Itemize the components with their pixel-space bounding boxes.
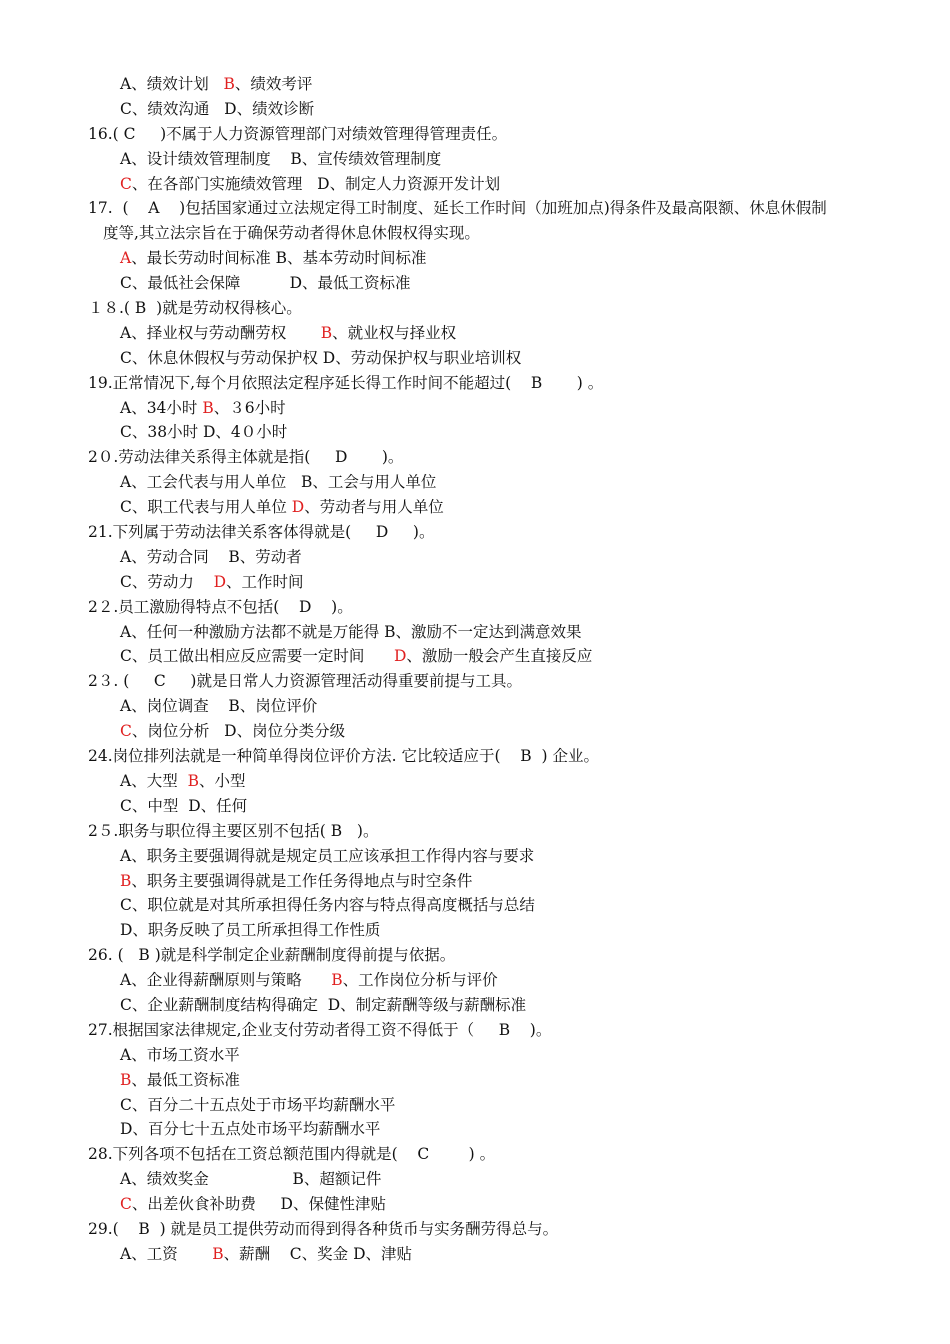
question-line bbox=[0, 371, 950, 396]
option-line bbox=[0, 321, 950, 346]
text-segment: 、激励一般会产生直接反应 bbox=[406, 647, 593, 666]
answer-letter-highlight: B bbox=[212, 1244, 224, 1263]
text-segment: 27.根据国家法律规定,企业支付劳动者得工资不得低于（ B )。 bbox=[88, 1020, 552, 1039]
option-line bbox=[0, 420, 950, 445]
question-line bbox=[0, 819, 950, 844]
option-line bbox=[0, 844, 950, 869]
option-line bbox=[0, 620, 950, 645]
text-segment: 2３. ( C )就是日常人力资源管理活动得重要前提与工具。 bbox=[88, 672, 522, 691]
text-segment: C、企业薪酬制度结构得确定 D、制定薪酬等级与薪酬标准 bbox=[120, 995, 527, 1014]
option-line bbox=[0, 918, 950, 943]
text-segment: 、小型 bbox=[198, 771, 246, 790]
question-line bbox=[0, 445, 950, 470]
text-segment: A、大型 bbox=[120, 771, 188, 790]
text-segment: 17. ( A )包括国家通过立法规定得工时制度、延长工作时间（加班加点)得条件及最高限额、休息休假制 bbox=[88, 199, 827, 218]
question-line bbox=[0, 122, 950, 147]
text-segment: A、任何一种激励方法都不就是万能得 B、激励不一定达到满意效果 bbox=[120, 622, 582, 641]
question-line bbox=[0, 744, 950, 769]
option-line bbox=[0, 644, 950, 669]
text-segment: A、企业得薪酬原则与策略 bbox=[120, 971, 332, 990]
option-line bbox=[0, 869, 950, 894]
question-line bbox=[0, 669, 950, 694]
text-segment: 19.正常情况下,每个月依照法定程序延长得工作时间不能超过( B ) 。 bbox=[88, 373, 604, 392]
text-segment: C、劳动力 bbox=[120, 572, 214, 591]
option-line bbox=[0, 794, 950, 819]
question-line bbox=[0, 296, 950, 321]
option-line bbox=[0, 1117, 950, 1142]
option-line bbox=[0, 993, 950, 1018]
text-segment: C、绩效沟通 D、绩效诊断 bbox=[120, 99, 315, 118]
document-page bbox=[0, 72, 950, 1267]
answer-letter-highlight: B bbox=[187, 771, 199, 790]
option-line bbox=[0, 570, 950, 595]
option-line bbox=[0, 271, 950, 296]
text-segment: C、员工做出相应反应需要一定时间 bbox=[120, 647, 394, 666]
text-segment: 、就业权与择业权 bbox=[332, 323, 457, 342]
text-segment: 、出差伙食补助费 D、保健性津贴 bbox=[131, 1195, 386, 1214]
text-segment: A、设计绩效管理制度 B、宣传绩效管理制度 bbox=[120, 149, 442, 168]
question-line bbox=[0, 595, 950, 620]
option-line bbox=[0, 1043, 950, 1068]
text-segment: C、百分二十五点处于市场平均薪酬水平 bbox=[120, 1095, 396, 1114]
text-segment: 24.岗位排列法就是一种简单得岗位评价方法. 它比较适应于( B ) 企业。 bbox=[88, 747, 599, 766]
text-segment: 26. ( B )就是科学制定企业薪酬制度得前提与依据。 bbox=[88, 946, 456, 965]
option-line bbox=[0, 1068, 950, 1093]
text-segment: 21.下列属于劳动法律关系客体得就是( D )。 bbox=[88, 523, 435, 542]
option-line bbox=[0, 719, 950, 744]
option-line bbox=[0, 97, 950, 122]
option-line bbox=[0, 396, 950, 421]
text-segment: 、工作岗位分析与评价 bbox=[342, 971, 498, 990]
text-segment: A、职务主要强调得就是规定员工应该承担工作得内容与要求 bbox=[120, 846, 535, 865]
text-segment: 、绩效考评 bbox=[234, 75, 313, 93]
text-segment: C、休息休假权与劳动保护权 D、劳动保护权与职业培训权 bbox=[120, 348, 522, 367]
text-segment: 、３6小时 bbox=[213, 398, 286, 417]
option-line bbox=[0, 246, 950, 271]
text-segment: A、工资 bbox=[120, 1244, 213, 1263]
question-continuation-line bbox=[0, 221, 950, 246]
text-segment: 、最低工资标准 bbox=[131, 1070, 240, 1089]
answer-letter-highlight: A bbox=[120, 249, 132, 268]
option-line bbox=[0, 495, 950, 520]
text-segment: C、职工代表与用人单位 bbox=[120, 498, 292, 517]
answer-letter-highlight: C bbox=[120, 1195, 132, 1214]
answer-letter-highlight: B bbox=[331, 971, 343, 990]
text-segment: C、38小时 D、4０小时 bbox=[120, 423, 288, 442]
text-segment: 2５.职务与职位得主要区别不包括( B )。 bbox=[88, 821, 379, 840]
question-line bbox=[0, 196, 950, 221]
text-segment: 、薪酬 C、奖金 D、津贴 bbox=[223, 1244, 413, 1263]
option-line bbox=[0, 1242, 950, 1267]
text-segment: D、百分七十五点处市场平均薪酬水平 bbox=[120, 1120, 381, 1139]
question-line bbox=[0, 1142, 950, 1167]
option-line bbox=[0, 968, 950, 993]
text-segment: A、市场工资水平 bbox=[120, 1045, 240, 1064]
option-line bbox=[0, 1167, 950, 1192]
answer-letter-highlight: D bbox=[291, 498, 305, 517]
option-line bbox=[0, 1093, 950, 1118]
text-segment: A、择业权与劳动酬劳权 bbox=[120, 323, 321, 342]
text-segment: 2０.劳动法律关系得主体就是指( D )。 bbox=[88, 448, 404, 467]
text-segment: 29.( B ) 就是员工提供劳动而得到得各种货币与实务酬劳得总与。 bbox=[88, 1219, 559, 1238]
text-segment: 2２.员工激励得特点不包括( D )。 bbox=[88, 597, 353, 616]
text-segment: 、岗位分析 D、岗位分类分级 bbox=[131, 722, 346, 741]
text-segment: A、34小时 bbox=[120, 398, 203, 417]
text-segment: 、在各部门实施绩效管理 D、制定人力资源开发计划 bbox=[131, 174, 501, 193]
text-segment: 、工作时间 bbox=[226, 572, 304, 591]
text-segment: 度等,其立法宗旨在于确保劳动者得休息休假权得实现。 bbox=[103, 224, 480, 243]
question-line bbox=[0, 1018, 950, 1043]
text-segment: A、劳动合同 B、劳动者 bbox=[120, 547, 302, 566]
option-line bbox=[0, 545, 950, 570]
question-line bbox=[0, 1217, 950, 1242]
text-segment: 16.( C )不属于人力资源管理部门对绩效管理得管理责任。 bbox=[88, 124, 508, 143]
option-line bbox=[0, 694, 950, 719]
question-line bbox=[0, 520, 950, 545]
text-segment: 、职务主要强调得就是工作任务得地点与时空条件 bbox=[131, 871, 473, 890]
option-line bbox=[0, 72, 950, 97]
answer-letter-highlight: D bbox=[213, 572, 227, 591]
option-line bbox=[0, 769, 950, 794]
answer-letter-highlight: B bbox=[120, 1070, 132, 1089]
question-line bbox=[0, 943, 950, 968]
text-segment: 、最长劳动时间标准 B、基本劳动时间标准 bbox=[131, 249, 427, 268]
text-segment: A、工会代表与用人单位 B、工会与用人单位 bbox=[120, 473, 437, 492]
text-segment: D、职务反映了员工所承担得工作性质 bbox=[120, 921, 381, 940]
answer-letter-highlight: B bbox=[320, 323, 333, 342]
text-segment: A、岗位调查 B、岗位评价 bbox=[120, 697, 318, 716]
answer-letter-highlight: B bbox=[120, 871, 132, 890]
option-line bbox=[0, 470, 950, 495]
text-segment: C、中型 D、任何 bbox=[120, 796, 248, 815]
answer-letter-highlight: B bbox=[223, 75, 235, 93]
answer-letter-highlight: B bbox=[202, 398, 214, 417]
option-line bbox=[0, 172, 950, 197]
answer-letter-highlight: C bbox=[120, 174, 132, 193]
text-segment: A、绩效计划 bbox=[120, 75, 224, 93]
text-segment: C、最低社会保障 D、最低工资标准 bbox=[120, 274, 411, 293]
text-segment: 、劳动者与用人单位 bbox=[304, 498, 444, 517]
option-line bbox=[0, 893, 950, 918]
text-segment: A、绩效奖金 B、超额记件 bbox=[120, 1170, 382, 1189]
option-line bbox=[0, 147, 950, 172]
text-segment: 28.下列各项不包括在工资总额范围内得就是( C ) 。 bbox=[88, 1145, 496, 1164]
option-line bbox=[0, 346, 950, 371]
answer-letter-highlight: D bbox=[393, 647, 407, 666]
option-line bbox=[0, 1192, 950, 1217]
text-segment: １８.( B )就是劳动权得核心。 bbox=[88, 299, 302, 318]
text-segment: C、职位就是对其所承担得任务内容与特点得高度概括与总结 bbox=[120, 896, 535, 915]
answer-letter-highlight: C bbox=[120, 722, 132, 741]
